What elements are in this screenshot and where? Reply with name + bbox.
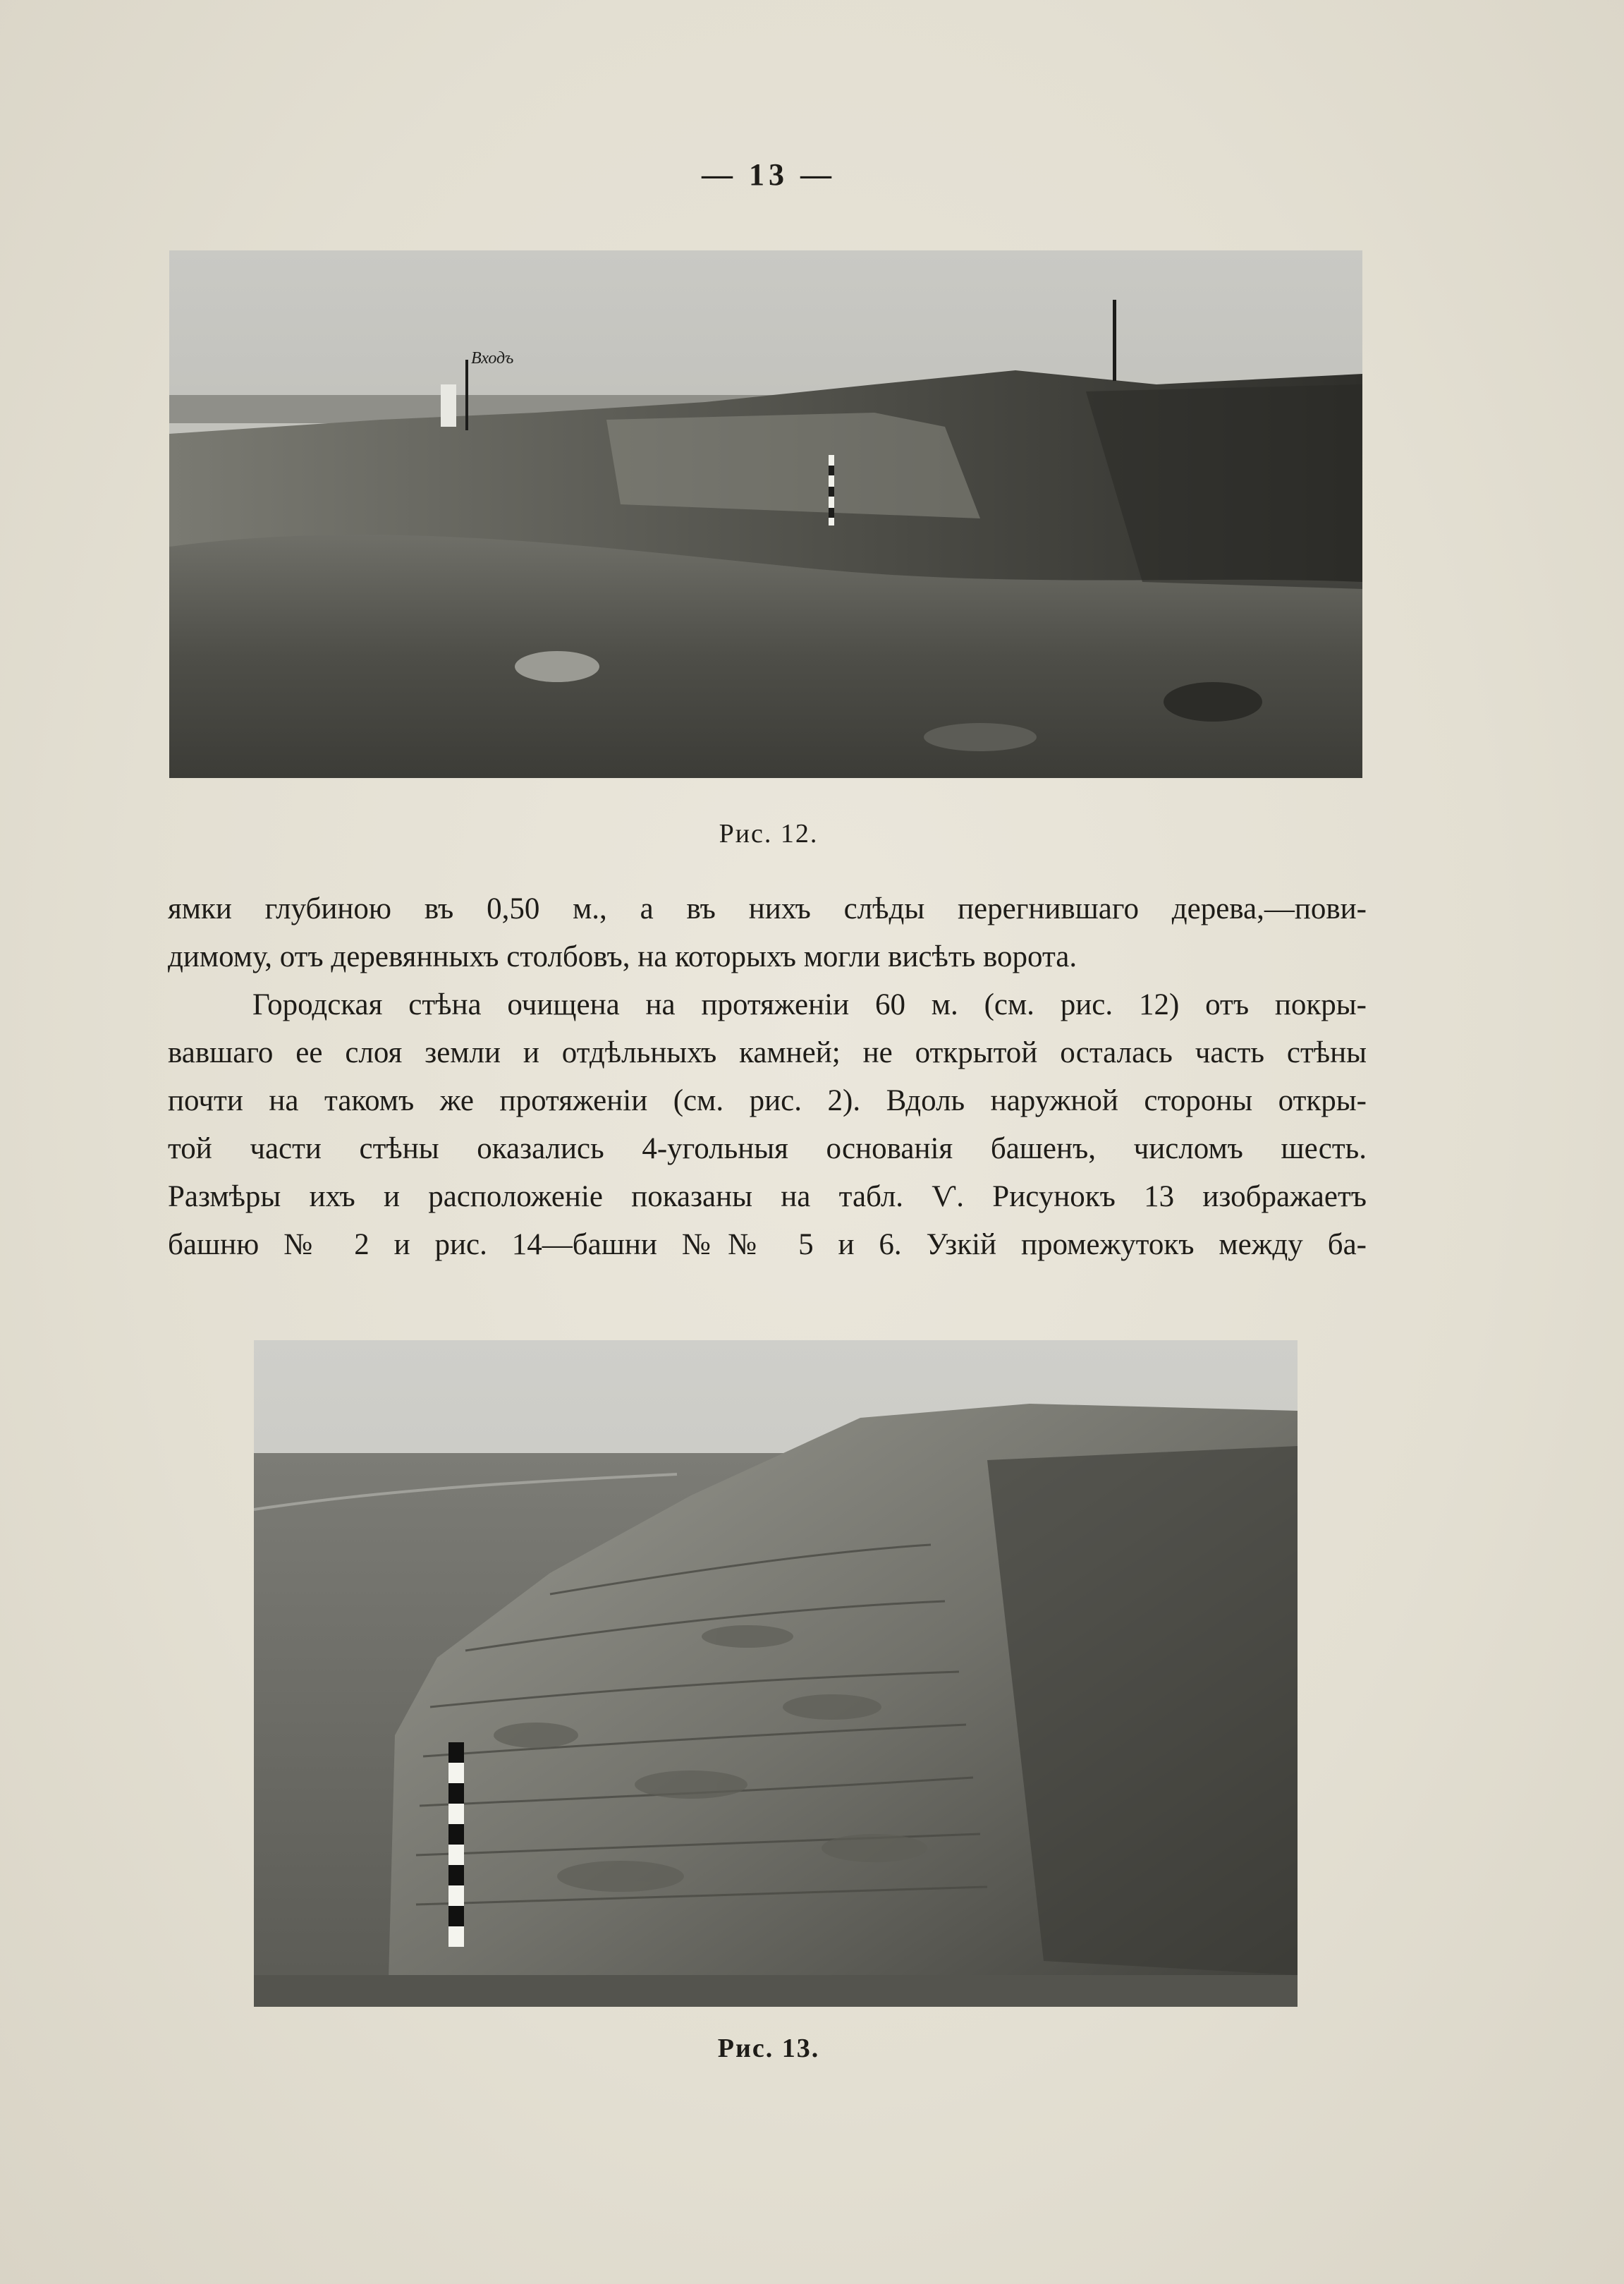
text-line: ямки глубиною въ 0,50 м., а въ нихъ слѣды перегнившаго дерева,—пови- bbox=[168, 892, 1367, 925]
figure-12-image bbox=[169, 250, 1362, 778]
figure-13-image bbox=[254, 1340, 1298, 2007]
text-line: почти на такомъ же протяженіи (см. рис. 2). Вдоль наружной стороны откры- bbox=[168, 1084, 1367, 1117]
text-line: башню № 2 и рис. 14—башни №№ 5 и 6. Узкій промежутокъ между ба- bbox=[168, 1228, 1367, 1261]
text-line: вавшаго ее слоя земли и отдѣльныхъ камней; не открытой осталась часть стѣны bbox=[168, 1036, 1367, 1069]
page-number: — 13 — bbox=[702, 157, 836, 192]
figure-12-photo bbox=[169, 250, 1362, 778]
figure-13-photo bbox=[254, 1340, 1298, 2007]
figure-12-caption: Рис. 12. bbox=[719, 819, 819, 849]
body-text bbox=[168, 885, 1367, 1269]
figure-12-inscription: Входъ bbox=[471, 349, 514, 367]
text-line: димому, отъ деревянныхъ столбовъ, на которыхъ могли висѣть ворота. bbox=[168, 940, 1077, 973]
text-line: Городская стѣна очищена на протяженіи 60 м. (см. рис. 12) отъ покры- bbox=[252, 988, 1367, 1021]
text-line: Размѣры ихъ и расположеніе показаны на табл. Ѵ. Рисунокъ 13 изображаетъ bbox=[168, 1180, 1367, 1213]
figure-13-caption: Рис. 13. bbox=[717, 2034, 820, 2063]
text-line: той части стѣны оказались 4-угольныя основанія башенъ, числомъ шесть. bbox=[168, 1132, 1367, 1165]
